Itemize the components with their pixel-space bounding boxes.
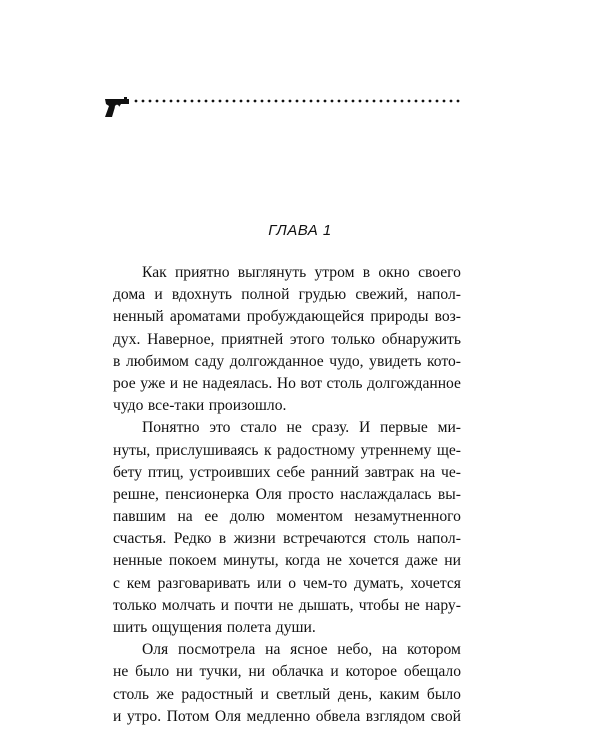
rule-dot [387, 100, 390, 103]
rule-dot [191, 100, 194, 103]
rule-dot [366, 100, 369, 103]
rule-dot [345, 100, 348, 103]
text-line: Как приятно выглянуть утром в окно своего [142, 264, 461, 281]
text-line: рое уже и не надеялась. Но вот столь долгожданное [113, 374, 461, 392]
rule-dot [184, 100, 187, 103]
rule-dot [170, 100, 173, 103]
rule-dot [282, 100, 285, 103]
revolver-icon [104, 96, 134, 120]
rule-dot [324, 100, 327, 103]
rule-dot [408, 100, 411, 103]
text-line: шить ощущения полета души. [113, 619, 316, 636]
rule-dot [268, 100, 271, 103]
rule-dot [457, 100, 460, 103]
rule-dot [429, 100, 432, 103]
text-line: бету птиц, устроивших себе ранний завтрак на че- [113, 463, 461, 481]
rule-dot [240, 100, 243, 103]
text-line: Понятно это стало не сразу. И первые ми- [142, 419, 461, 437]
paragraph-3 [113, 639, 461, 728]
rule-dot [338, 100, 341, 103]
rule-dot [317, 100, 320, 103]
rule-dot [142, 100, 145, 103]
rule-dot [443, 100, 446, 103]
rule-dot [205, 100, 208, 103]
rule-dot [275, 100, 278, 103]
paragraph-2 [113, 417, 461, 639]
text-line: столь же радостный и светлый день, каким было [113, 685, 461, 703]
rule-dot [212, 100, 215, 103]
rule-dot [352, 100, 355, 103]
text-line: только молчать и почти не дышать, чтобы не нару- [113, 596, 461, 614]
rule-dot [401, 100, 404, 103]
rule-dot [233, 100, 236, 103]
text-line: павшим на ее долю моментом незамутненного [113, 508, 461, 526]
rule-dot [394, 100, 397, 103]
rule-dot [380, 100, 383, 103]
paragraph-1 [113, 262, 461, 417]
text-line: Оля посмотрела на ясное небо, на котором [142, 641, 461, 659]
dotted-rule [134, 98, 460, 104]
text-line: чудо все-таки произошло. [113, 397, 287, 415]
rule-dot [254, 100, 257, 103]
chapter-title: ГЛАВА 1 [268, 222, 332, 239]
rule-dot [436, 100, 439, 103]
body-text [113, 262, 461, 728]
rule-dot [177, 100, 180, 103]
rule-dot [226, 100, 229, 103]
rule-dot [163, 100, 166, 103]
text-line: не было ни тучки, ни облачка и которое обещало [113, 663, 461, 681]
text-line: ненный ароматами пробуждающейся природы воз- [113, 308, 461, 326]
rule-dot [135, 100, 138, 103]
rule-dot [359, 100, 362, 103]
chapter-ornament [104, 96, 464, 120]
text-line: и утро. Потом Оля медленно обвела взглядом свой [113, 707, 461, 725]
rule-dot [450, 100, 453, 103]
text-line: с кем разговаривать или о чем-то думать, хочется [113, 574, 461, 592]
rule-dot [156, 100, 159, 103]
rule-dot [303, 100, 306, 103]
text-line: дух. Наверное, приятней этого только обнаружить [113, 330, 461, 348]
text-line: дома и вдохнуть полной грудью свежий, напол- [113, 286, 461, 304]
text-line: нуты, прислушиваясь к радостному утреннему ще- [113, 441, 461, 459]
rule-dot [310, 100, 313, 103]
rule-dot [422, 100, 425, 103]
rule-dot [296, 100, 299, 103]
text-line: в любимом саду долгожданное чудо, увидеть кото- [113, 352, 461, 370]
rule-dot [331, 100, 334, 103]
text-line: ненные покоем минуты, когда не хочется даже ни [113, 552, 461, 570]
rule-dot [198, 100, 201, 103]
rule-dot [247, 100, 250, 103]
rule-dot [149, 100, 152, 103]
rule-dot [415, 100, 418, 103]
rule-dot [261, 100, 264, 103]
rule-dot [373, 100, 376, 103]
text-line: счастья. Редко в жизни встречаются столь напол- [113, 530, 461, 548]
rule-dot [289, 100, 292, 103]
rule-dot [219, 100, 222, 103]
text-line: решне, пенсионерка Оля просто наслаждалась вы- [113, 485, 461, 503]
